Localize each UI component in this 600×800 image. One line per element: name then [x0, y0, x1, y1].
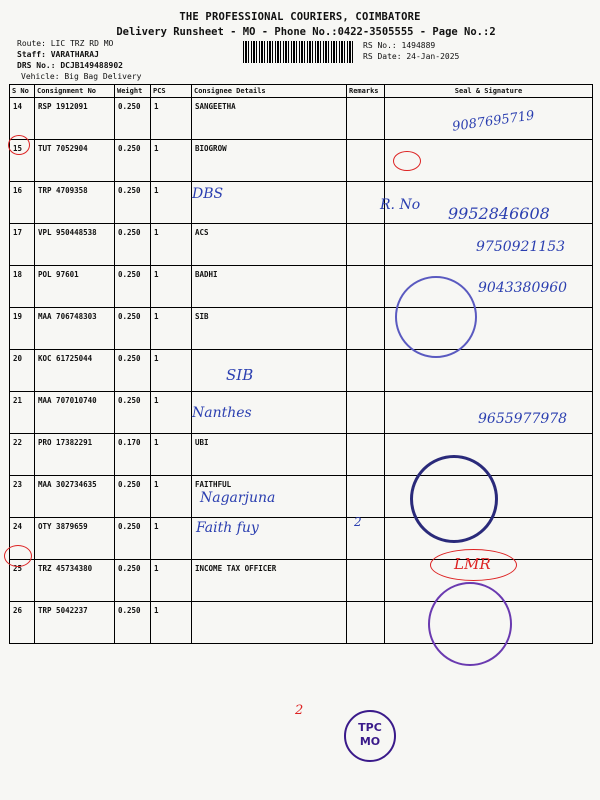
table-row: 23 MAA 302734635 0.250 1 FAITHFUL	[10, 476, 593, 518]
table-row: 16 TRP 4709358 0.250 1	[10, 182, 593, 224]
col-pcs: PCS	[151, 85, 192, 98]
col-weight: Weight	[115, 85, 151, 98]
runsheet-subtitle: Delivery Runsheet - MO - Phone No.:0422-3505555 - Page No.:2	[116, 26, 496, 38]
table-row: 21 MAA 707010740 0.250 1	[10, 392, 593, 434]
handwritten-mark	[393, 151, 421, 171]
table-row: 15 TUT 7052904 0.250 1 BIOGROW	[10, 140, 593, 182]
handwritten-phone: 9087695719	[451, 108, 536, 135]
table-row: 19 MAA 706748303 0.250 1 SIB	[10, 308, 593, 350]
table-row: 25 TRZ 45734380 0.250 1 INCOME TAX OFFICER	[10, 560, 593, 602]
table-header-row	[10, 85, 593, 98]
handwritten-note: Nanthes	[192, 405, 252, 421]
red-circle-mark	[8, 135, 30, 155]
handwritten-note: LMR	[454, 555, 491, 573]
handwritten-phone: 9952846608	[448, 204, 550, 223]
rs-no-text: RS No.: 1494889	[363, 41, 436, 50]
tpc-stamp-text: TPC	[358, 721, 382, 734]
col-sno: S No	[10, 85, 35, 98]
route-text: Route: LIC TRZ RD MO	[17, 39, 114, 48]
handwritten-note: R. No	[380, 197, 421, 213]
table-row: 20 KOC 61725044 0.250 1	[10, 350, 593, 392]
handwritten-number: 2	[354, 515, 362, 529]
handwritten-number: 2	[295, 703, 304, 718]
col-remarks: Remarks	[347, 85, 385, 98]
handwritten-phone: 9750921153	[476, 239, 566, 255]
handwritten-phone: 9655977978	[478, 411, 568, 427]
rs-date-text: RS Date: 24-Jan-2025	[363, 52, 460, 61]
drs-text: DRS No.: DCJB149488902	[17, 61, 123, 70]
table-row: 18 POL 97601 0.250 1 BADHI	[10, 266, 593, 308]
tpc-stamp-text: MO	[359, 735, 381, 748]
red-circle-mark	[4, 545, 32, 567]
col-consignment: Consignment No	[35, 85, 115, 98]
barcode	[243, 41, 355, 63]
post-office-stamp	[395, 276, 477, 358]
runsheet-title: THE PROFESSIONAL COURIERS, COIMBATORE	[179, 11, 421, 23]
table-row: 24 OTY 3879659 0.250 1	[10, 518, 593, 560]
table-row: 22 PRO 17382291 0.170 1 UBI	[10, 434, 593, 476]
handwritten-note: DBS	[192, 186, 224, 202]
security-stamp	[410, 455, 498, 543]
col-consignee: Consignee Details	[192, 85, 347, 98]
vehicle-text: Vehicle: Big Bag Delivery	[21, 72, 142, 81]
red-oval-mark	[430, 549, 517, 581]
handwritten-phone: 9043380960	[478, 280, 568, 296]
table-row: 14 RSP 1912091 0.250 1 SANGEETHA	[10, 98, 593, 140]
col-seal: Seal & Signature	[385, 85, 593, 98]
office-stamp	[428, 582, 512, 666]
staff-text: Staff: VARATHARAJ	[17, 50, 99, 59]
handwritten-note: SIB	[226, 366, 254, 384]
handwritten-note: Faith fuy	[196, 520, 259, 536]
table-row: 26 TRP 5042237 0.250 1	[10, 602, 593, 644]
tpc-mo-stamp	[344, 710, 396, 762]
handwritten-note: Nagarjuna	[200, 490, 276, 506]
table-row: 17 VPL 950448538 0.250 1 ACS	[10, 224, 593, 266]
